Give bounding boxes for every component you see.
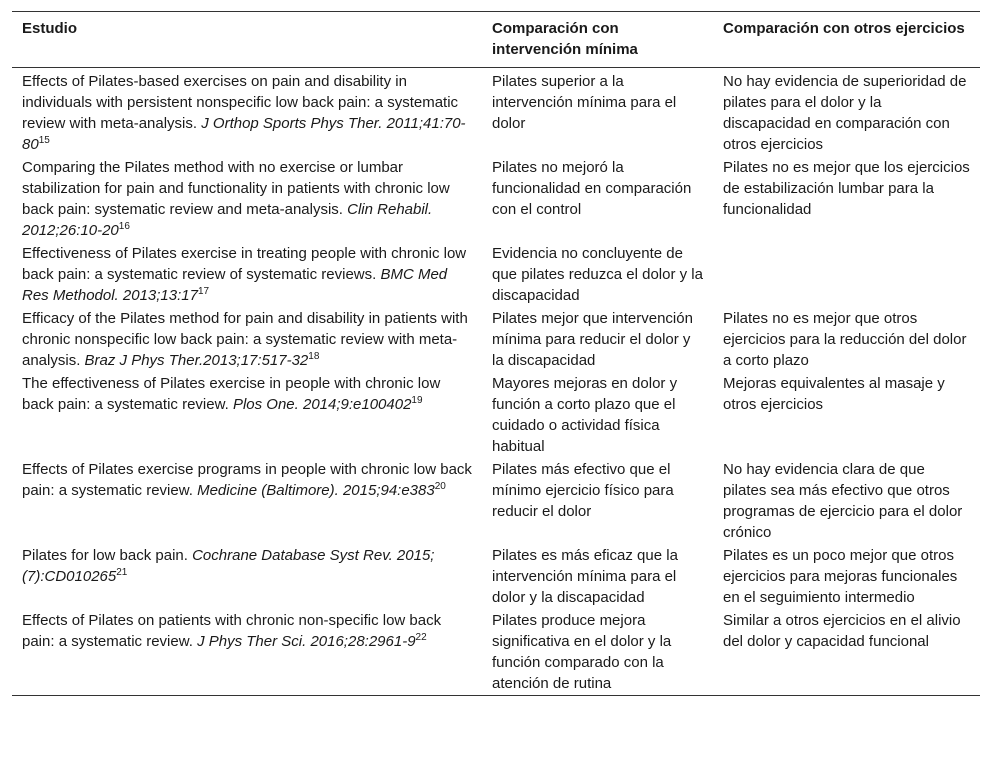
minimal-intervention-cell: Mayores mejoras en dolor y función a corto plazo que el cuidado o actividad física habitual — [492, 375, 678, 455]
study-ref: 21 — [116, 567, 128, 578]
other-exercises-cell: Mejoras equivalentes al masaje y otros ejercicios — [723, 375, 945, 413]
minimal-intervention-cell: Pilates mejor que intervención mínima para reducir el dolor y la discapacidad — [492, 310, 693, 369]
minimal-intervention-cell: Pilates más efectivo que el mínimo ejercicio físico para reducir el dolor — [492, 461, 674, 520]
table-row — [12, 308, 980, 373]
studies-table — [12, 11, 980, 696]
study-cell — [12, 459, 482, 545]
study-cell — [12, 157, 482, 243]
study-cell — [12, 243, 482, 308]
other-exercises-cell — [713, 243, 980, 308]
study-title: Effects of Pilates on patients with chronic non-specific low back pain: a systematic review. — [22, 612, 442, 650]
table-row — [12, 373, 980, 459]
other-exercises-cell: Similar a otros ejercicios en el alivio del dolor y capacidad funcional — [723, 612, 961, 650]
minimal-intervention-cell: Pilates no mejoró la funcionalidad en comparación con el control — [492, 159, 692, 218]
header-study: Estudio — [22, 20, 77, 37]
study-title: Effects of Pilates exercise programs in people with chronic low back pain: a systematic review. — [22, 461, 472, 499]
table-row — [12, 243, 980, 308]
study-cell — [12, 373, 482, 459]
study-title: Effects of Pilates-based exercises on pain and disability in individuals with persistent nonspecific low back pain: a systematic review with meta-analysis. — [22, 73, 459, 132]
table-row — [12, 157, 980, 243]
study-title: The effectiveness of Pilates exercise in people with chronic low back pain: a systematic review. — [22, 375, 441, 413]
study-ref: 20 — [434, 481, 446, 492]
study-journal: BMC Med Res Methodol. 2013;13:17 — [22, 266, 448, 304]
study-title: Comparing the Pilates method with no exercise or lumbar stabilization for pain and functionality in patients with chronic low back pain: systematic review and meta-analysis. — [22, 159, 450, 218]
minimal-intervention-cell: Pilates produce mejora significativa en el dolor y la función comparado con la atención de rutina — [492, 612, 672, 692]
other-exercises-cell: Pilates no es mejor que otros ejercicios para la reducción del dolor a corto plazo — [723, 310, 967, 369]
minimal-intervention-cell: Evidencia no concluyente de que pilates reduzca el dolor y la discapacidad — [492, 245, 703, 304]
study-ref: 17 — [197, 286, 210, 297]
table-row — [12, 68, 980, 158]
studies-table-container — [12, 11, 980, 696]
header-other-exercises: Comparación con otros ejercicios — [723, 20, 965, 37]
study-cell — [12, 308, 482, 373]
study-journal: Plos One. 2014;9:e100402 — [232, 396, 412, 413]
study-title: Efficacy of the Pilates method for pain and disability in patients with chronic nonspecific low back pain: a systematic review with meta-analysis. — [22, 310, 468, 369]
other-exercises-cell: No hay evidencia de superioridad de pilates para el dolor y la discapacidad en comparación con otros ejercicios — [723, 73, 967, 153]
table-row — [12, 459, 980, 545]
minimal-intervention-cell: Pilates superior a la intervención mínima para el dolor — [492, 73, 677, 132]
other-exercises-cell: No hay evidencia clara de que pilates sea más efectivo que otros programas de ejercicio para el dolor crónico — [723, 461, 963, 541]
study-ref: 18 — [308, 351, 320, 362]
study-journal: Clin Rehabil. 2012;26:10-20 — [22, 201, 433, 239]
table-row — [12, 610, 980, 696]
header-minimal-intervention: Comparación con intervención mínima — [492, 20, 638, 58]
study-cell — [12, 610, 482, 696]
study-title: Effectiveness of Pilates exercise in treating people with chronic low back pain: a systematic review of systematic reviews. — [22, 245, 467, 283]
study-journal: Braz J Phys Ther.2013;17:517-32 — [84, 352, 309, 369]
other-exercises-cell: Pilates es un poco mejor que otros ejercicios para mejoras funcionales en el seguimiento intermedio — [723, 547, 958, 606]
study-journal: Medicine (Baltimore). 2015;94:e383 — [197, 482, 435, 499]
study-title: Pilates for low back pain. — [22, 547, 193, 564]
study-journal: J Orthop Sports Phys Ther. 2011;41:70-80 — [22, 115, 466, 153]
study-cell — [12, 68, 482, 158]
other-exercises-cell: Pilates no es mejor que los ejercicios de estabilización lumbar para la funcionalidad — [723, 159, 970, 218]
study-ref: 15 — [38, 135, 50, 146]
table-row — [12, 545, 980, 610]
study-ref: 16 — [118, 221, 130, 232]
minimal-intervention-cell: Pilates es más eficaz que la intervención mínima para el dolor y la discapacidad — [492, 547, 678, 606]
study-ref: 22 — [415, 632, 427, 643]
table-header — [12, 12, 980, 68]
study-ref: 19 — [411, 395, 423, 406]
study-journal: J Phys Ther Sci. 2016;28:2961-9 — [197, 633, 416, 650]
header-row — [12, 12, 980, 68]
study-journal: Cochrane Database Syst Rev. 2015;(7):CD010265 — [22, 547, 435, 585]
table-body — [12, 68, 980, 696]
study-cell — [12, 545, 482, 610]
